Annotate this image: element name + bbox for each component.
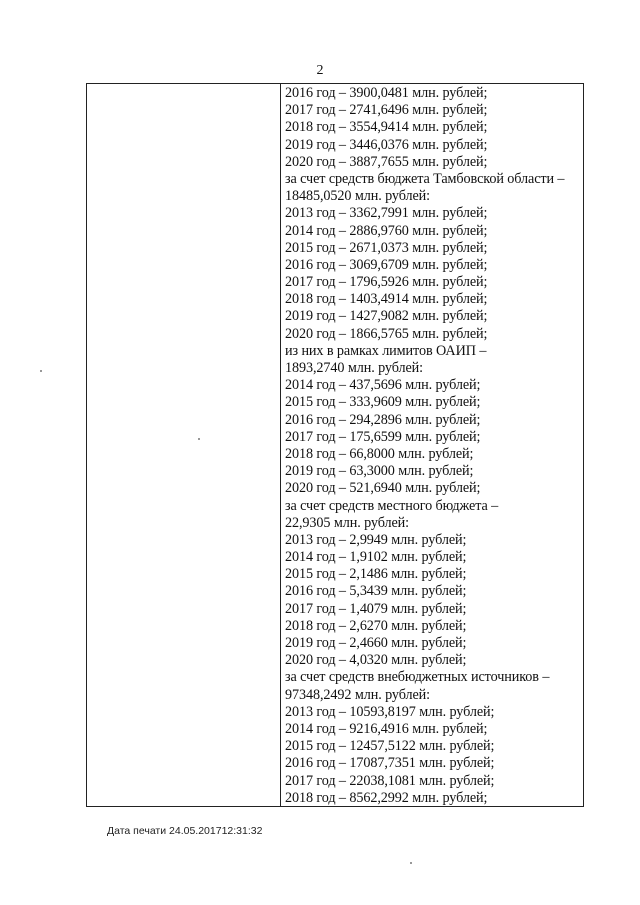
funding-section-heading: из них в рамках лимитов ОАИП – bbox=[285, 342, 487, 359]
funding-line: 2014 год – 437,5696 млн. рублей; bbox=[285, 377, 481, 394]
table-column-divider bbox=[280, 84, 281, 806]
funding-line: 2019 год – 63,3000 млн. рублей; bbox=[285, 463, 474, 480]
funding-line: 2019 год – 1427,9082 млн. рублей; bbox=[285, 308, 488, 325]
funding-line: 2017 год – 175,6599 млн. рублей; bbox=[285, 428, 481, 445]
funding-line: 2017 год – 2741,6496 млн. рублей; bbox=[285, 102, 488, 119]
funding-line: 2014 год – 2886,9760 млн. рублей; bbox=[285, 222, 488, 239]
funding-line: 2013 год – 2,9949 млн. рублей; bbox=[285, 531, 467, 548]
funding-line: 2016 год – 3900,0481 млн. рублей; bbox=[285, 85, 488, 101]
funding-line: 2020 год – 3887,7655 млн. рублей; bbox=[285, 153, 488, 170]
funding-section-total: 22,9305 млн. рублей: bbox=[285, 514, 409, 531]
funding-line: 2020 год – 4,0320 млн. рублей; bbox=[285, 652, 467, 669]
funding-line: 2015 год – 12457,5122 млн. рублей; bbox=[285, 738, 495, 755]
funding-line: 2017 год – 22038,1081 млн. рублей; bbox=[285, 772, 495, 789]
table-right-cell bbox=[285, 85, 580, 807]
funding-line: 2015 год – 2,1486 млн. рублей; bbox=[285, 566, 467, 583]
funding-line: 2017 год – 1,4079 млн. рублей; bbox=[285, 600, 467, 617]
funding-line: 2013 год – 3362,7991 млн. рублей; bbox=[285, 205, 488, 222]
funding-section-heading: за счет средств внебюджетных источников – bbox=[285, 669, 550, 686]
funding-line: 2016 год – 3069,6709 млн. рублей; bbox=[285, 256, 488, 273]
funding-line: 2016 год – 5,3439 млн. рублей; bbox=[285, 583, 467, 600]
funding-line: 2018 год – 3554,9414 млн. рублей; bbox=[285, 119, 488, 136]
funding-line: 2014 год – 1,9102 млн. рублей; bbox=[285, 549, 467, 566]
funding-line: 2018 год – 66,8000 млн. рублей; bbox=[285, 445, 474, 462]
funding-line: 2015 год – 2671,0373 млн. рублей; bbox=[285, 239, 488, 256]
funding-section-heading: за счет средств местного бюджета – bbox=[285, 497, 499, 514]
funding-section-total: 18485,0520 млн. рублей: bbox=[285, 188, 430, 205]
funding-table bbox=[86, 83, 584, 807]
funding-line: 2013 год – 10593,8197 млн. рублей; bbox=[285, 703, 495, 720]
scan-speck bbox=[40, 370, 42, 372]
funding-line: 2016 год – 294,2896 млн. рублей; bbox=[285, 411, 481, 428]
funding-line: 2018 год – 2,6270 млн. рублей; bbox=[285, 617, 467, 634]
funding-line: 2015 год – 333,9609 млн. рублей; bbox=[285, 394, 481, 411]
funding-line: 2014 год – 9216,4916 млн. рублей; bbox=[285, 720, 488, 737]
funding-section-total: 1893,2740 млн. рублей: bbox=[285, 360, 423, 376]
scan-speck bbox=[410, 862, 412, 864]
funding-section-total: 97348,2492 млн. рублей: bbox=[285, 686, 430, 703]
funding-line: 2019 год – 3446,0376 млн. рублей; bbox=[285, 136, 488, 153]
funding-line: 2016 год – 17087,7351 млн. рублей; bbox=[285, 755, 495, 772]
funding-line: 2017 год – 1796,5926 млн. рублей; bbox=[285, 274, 488, 291]
funding-section-heading: за счет средств бюджета Тамбовской области – bbox=[285, 170, 565, 187]
page-number: 2 bbox=[316, 63, 324, 78]
scan-speck bbox=[198, 438, 200, 440]
funding-line: 2018 год – 8562,2992 млн. рублей; bbox=[285, 789, 488, 806]
funding-line: 2019 год – 2,4660 млн. рублей; bbox=[285, 635, 467, 651]
funding-line: 2020 год – 1866,5765 млн. рублей; bbox=[285, 325, 488, 342]
print-date-footer: Дата печати 24.05.201712:31:32 bbox=[107, 825, 263, 837]
funding-line: 2020 год – 521,6940 млн. рублей; bbox=[285, 480, 481, 497]
funding-line: 2018 год – 1403,4914 млн. рублей; bbox=[285, 291, 488, 308]
